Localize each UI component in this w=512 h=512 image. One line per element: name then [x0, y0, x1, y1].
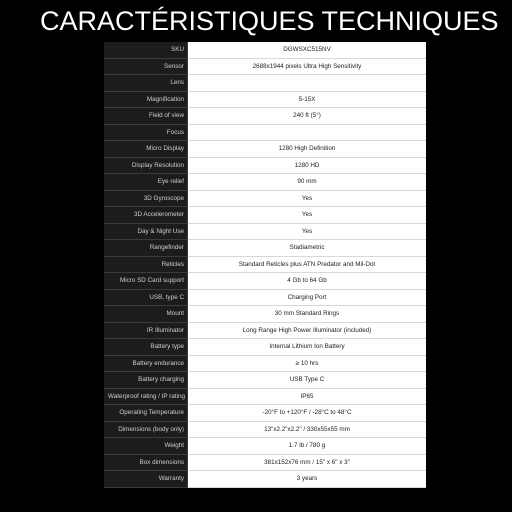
- spec-label: Magnification: [104, 91, 188, 108]
- spec-value: 3 years: [188, 471, 427, 488]
- spec-row: [104, 157, 426, 174]
- spec-label: 3D Accelerometer: [104, 207, 188, 224]
- spec-row: [104, 438, 426, 455]
- spec-label: Waterproof rating / IP rating: [104, 388, 188, 405]
- spec-value: Yes: [188, 190, 427, 207]
- spec-label: Warranty: [104, 471, 188, 488]
- specifications-table: [104, 42, 426, 488]
- spec-value: 1280 HD: [188, 157, 427, 174]
- spec-label: Weight: [104, 438, 188, 455]
- spec-row: [104, 190, 426, 207]
- spec-row: [104, 289, 426, 306]
- spec-value: IP65: [188, 388, 427, 405]
- spec-value: 4 Gb to 64 Gb: [188, 273, 427, 290]
- spec-label: Mount: [104, 306, 188, 323]
- spec-row: [104, 42, 426, 58]
- spec-value: USB Type C: [188, 372, 427, 389]
- spec-value: [188, 75, 427, 92]
- spec-label: Day & Night Use: [104, 223, 188, 240]
- spec-label: Micro Display: [104, 141, 188, 158]
- spec-label: Sensor: [104, 58, 188, 75]
- spec-row: [104, 124, 426, 141]
- spec-label: 3D Gyroscope: [104, 190, 188, 207]
- spec-value: 381x152x76 mm / 15" x 6" x 3": [188, 454, 427, 471]
- spec-value: Yes: [188, 207, 427, 224]
- spec-row: [104, 405, 426, 422]
- spec-row: [104, 421, 426, 438]
- spec-label: Dimensions (body only): [104, 421, 188, 438]
- spec-value: 5-15X: [188, 91, 427, 108]
- spec-row: [104, 471, 426, 488]
- spec-value: Long Range High Power Illuminator (included): [188, 322, 427, 339]
- spec-row: [104, 322, 426, 339]
- spec-row: [104, 174, 426, 191]
- spec-label: Eye relief: [104, 174, 188, 191]
- spec-label: SKU: [104, 42, 188, 58]
- spec-row: [104, 339, 426, 356]
- spec-value: 30 mm Standard Rings: [188, 306, 427, 323]
- spec-row: [104, 355, 426, 372]
- spec-label: Battery endurance: [104, 355, 188, 372]
- spec-value: Yes: [188, 223, 427, 240]
- spec-label: IR Illuminator: [104, 322, 188, 339]
- spec-row: [104, 273, 426, 290]
- spec-row: [104, 108, 426, 125]
- spec-label: Micro SD Card support: [104, 273, 188, 290]
- spec-value: DGWSXC515NV: [188, 42, 427, 58]
- specifications-table-body: [104, 42, 426, 487]
- spec-value: 240 ft (5°): [188, 108, 427, 125]
- spec-label: Operating Temperature: [104, 405, 188, 422]
- page-title: CARACTÉRISTIQUES TECHNIQUES: [40, 6, 499, 36]
- spec-value: Charging Port: [188, 289, 427, 306]
- spec-value: Standard Reticles plus ATN Predator and Mil-Dot: [188, 256, 427, 273]
- spec-label: Display Resolution: [104, 157, 188, 174]
- spec-row: [104, 372, 426, 389]
- spec-row: [104, 388, 426, 405]
- spec-label: Focus: [104, 124, 188, 141]
- spec-row: [104, 91, 426, 108]
- spec-label: Rangefinder: [104, 240, 188, 257]
- spec-label: Field of view: [104, 108, 188, 125]
- spec-value: -20°F to +120°F / -28°C to 48°C: [188, 405, 427, 422]
- spec-row: [104, 256, 426, 273]
- spec-row: [104, 58, 426, 75]
- spec-label: Battery charging: [104, 372, 188, 389]
- spec-label: Battery type: [104, 339, 188, 356]
- spec-value: 1280 High Definition: [188, 141, 427, 158]
- spec-label: USB, type C: [104, 289, 188, 306]
- spec-label: Box dimensions: [104, 454, 188, 471]
- spec-row: [104, 75, 426, 92]
- spec-value: 90 mm: [188, 174, 427, 191]
- spec-row: [104, 223, 426, 240]
- spec-row: [104, 306, 426, 323]
- spec-row: [104, 207, 426, 224]
- spec-value: [188, 124, 427, 141]
- spec-value: 13"x2.2"x2.2" / 330x55x55 mm: [188, 421, 427, 438]
- spec-value: ≥ 10 hrs: [188, 355, 427, 372]
- spec-value: 2688x1944 pixels Ultra High Sensitivity: [188, 58, 427, 75]
- spec-row: [104, 141, 426, 158]
- spec-value: Internal Lithium Ion Battery: [188, 339, 427, 356]
- spec-label: Lens: [104, 75, 188, 92]
- spec-value: 1.7 lb / 780 g: [188, 438, 427, 455]
- spec-value: Stadiametric: [188, 240, 427, 257]
- spec-row: [104, 240, 426, 257]
- spec-row: [104, 454, 426, 471]
- spec-label: Reticles: [104, 256, 188, 273]
